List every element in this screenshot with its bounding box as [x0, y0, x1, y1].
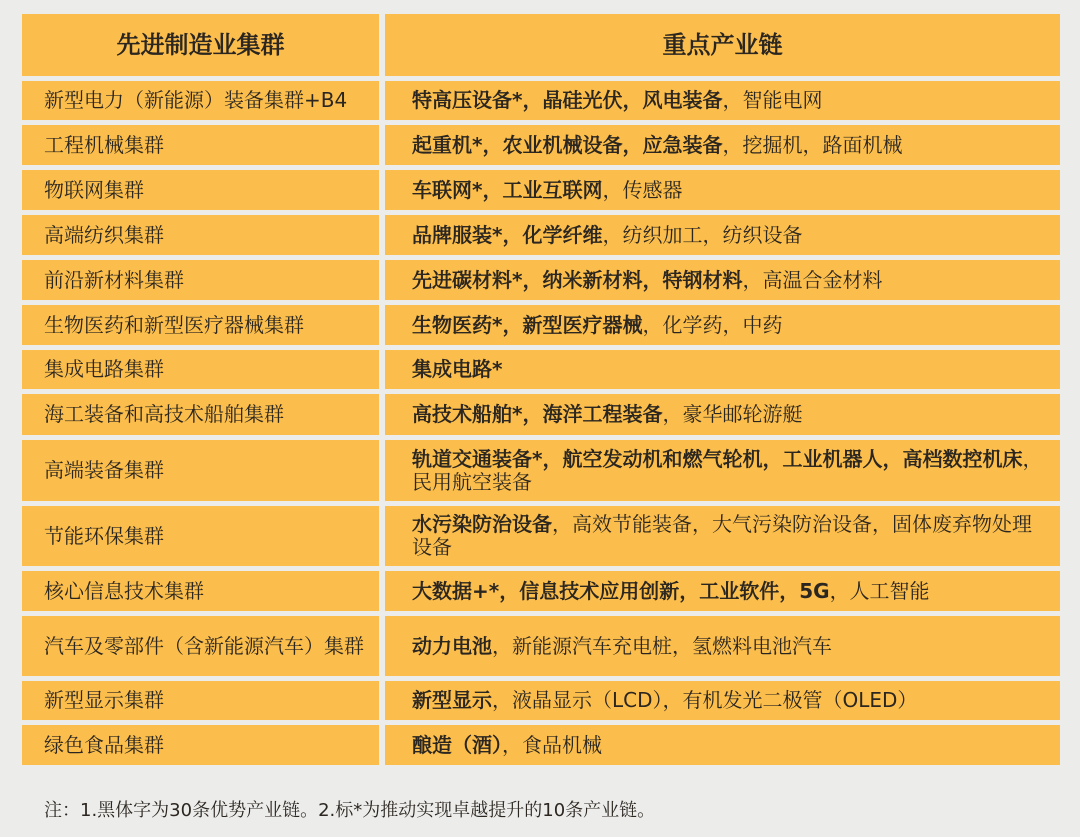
chain-plain-segment: ，纺织加工，纺织设备	[602, 222, 803, 247]
chain-cell	[385, 125, 1060, 165]
chain-cell	[385, 350, 1060, 389]
table-row	[22, 394, 1060, 435]
chain-plain-segment: ，高效节能装备，大气污染防治设备，固体废弃物处理设备	[412, 512, 1032, 559]
chain-text	[412, 635, 832, 658]
chain-bold-segment: 水污染防治设备	[412, 512, 552, 536]
header-cluster-column: 先进制造业集群	[22, 14, 379, 76]
chain-bold-segment: 先进碳材料*，纳米新材料，特钢材料	[412, 267, 743, 292]
chain-text	[412, 580, 930, 603]
chain-plain-segment: ，新能源汽车充电桩，氢燃料电池汽车	[492, 633, 832, 658]
chain-cell	[385, 394, 1060, 435]
table-row	[22, 305, 1060, 345]
cluster-cell: 核心信息技术集群	[22, 571, 379, 611]
footnote: 注：1.黑体字为30条优势产业链。2.标*为推动实现卓越提升的10条产业链。	[44, 800, 656, 821]
chain-text	[412, 89, 822, 112]
chain-text	[412, 689, 917, 712]
cluster-cell: 海工装备和高技术船舶集群	[22, 394, 379, 435]
chain-plain-segment: ，挖掘机，路面机械	[722, 132, 903, 157]
chain-text	[412, 358, 502, 381]
industry-cluster-table	[22, 14, 1060, 770]
chain-cell	[385, 81, 1060, 120]
chain-plain-segment: ，民用航空装备	[412, 446, 1043, 494]
chain-bold-segment: 新型显示	[412, 688, 492, 712]
table-row	[22, 616, 1060, 676]
table-row	[22, 215, 1060, 255]
chain-cell	[385, 170, 1060, 210]
table-row	[22, 350, 1060, 389]
chain-bold-segment: 酿造（酒）	[412, 732, 502, 757]
cluster-cell: 高端纺织集群	[22, 215, 379, 255]
chain-cell	[385, 215, 1060, 255]
chain-cell	[385, 681, 1060, 720]
chain-text	[412, 134, 902, 157]
chain-plain-segment: ，人工智能	[829, 578, 930, 603]
table-row	[22, 170, 1060, 210]
chain-cell	[385, 305, 1060, 345]
cluster-cell: 绿色食品集群	[22, 725, 379, 765]
table-header-row	[22, 14, 1060, 76]
chain-cell	[385, 440, 1060, 501]
chain-cell	[385, 725, 1060, 765]
chain-text	[412, 314, 782, 337]
chain-cell	[385, 506, 1060, 566]
chain-plain-segment: ，智能电网	[722, 88, 823, 112]
cluster-cell: 集成电路集群	[22, 350, 379, 389]
table-row	[22, 571, 1060, 611]
chain-cell	[385, 571, 1060, 611]
cluster-cell: 物联网集群	[22, 170, 379, 210]
chain-bold-segment: 生物医药*，新型医疗器械	[412, 312, 643, 337]
chain-bold-segment: 车联网*，工业互联网	[412, 177, 603, 202]
chain-cell	[385, 616, 1060, 676]
chain-plain-segment: ，传感器	[602, 177, 683, 202]
chain-plain-segment: ，高温合金材料	[742, 267, 883, 292]
cluster-cell: 工程机械集群	[22, 125, 379, 165]
chain-text	[412, 513, 1044, 559]
header-chain-column: 重点产业链	[385, 14, 1060, 76]
chain-bold-segment: 品牌服装*，化学纤维	[412, 222, 603, 247]
table-row	[22, 81, 1060, 120]
table-row	[22, 506, 1060, 566]
cluster-cell: 高端装备集群	[22, 440, 379, 501]
chain-bold-segment: 高技术船舶*，海洋工程装备	[412, 402, 663, 426]
chain-text	[412, 403, 802, 426]
chain-plain-segment: ，食品机械	[502, 732, 602, 757]
chain-text	[412, 269, 882, 292]
cluster-cell: 汽车及零部件（含新能源汽车）集群	[22, 616, 379, 676]
chain-text	[412, 179, 682, 202]
chain-plain-segment: ，液晶显示（LCD），有机发光二极管（OLED）	[492, 688, 918, 712]
cluster-cell: 前沿新材料集群	[22, 260, 379, 300]
cluster-cell: 新型电力（新能源）装备集群+B4	[22, 81, 379, 120]
chain-bold-segment: 集成电路*	[412, 357, 503, 381]
cluster-cell: 新型显示集群	[22, 681, 379, 720]
chain-bold-segment: 轨道交通装备*，航空发动机和燃气轮机，工业机器人，高档数控机床	[412, 446, 1023, 471]
table-row	[22, 440, 1060, 501]
chain-text	[412, 448, 1044, 494]
chain-plain-segment: ，化学药，中药	[642, 312, 783, 337]
table-row	[22, 681, 1060, 720]
chain-bold-segment: 起重机*，农业机械设备，应急装备	[412, 132, 723, 157]
table-row	[22, 260, 1060, 300]
table-row	[22, 725, 1060, 765]
chain-bold-segment: 大数据+*，信息技术应用创新，工业软件，5G	[412, 578, 830, 603]
chain-cell	[385, 260, 1060, 300]
chain-bold-segment: 动力电池	[412, 633, 492, 658]
table-row	[22, 125, 1060, 165]
chain-plain-segment: ，豪华邮轮游艇	[662, 402, 803, 426]
chain-bold-segment: 特高压设备*，晶硅光伏，风电装备	[412, 88, 723, 112]
cluster-cell: 生物医药和新型医疗器械集群	[22, 305, 379, 345]
chain-text	[412, 734, 602, 757]
cluster-cell: 节能环保集群	[22, 506, 379, 566]
chain-text	[412, 224, 802, 247]
